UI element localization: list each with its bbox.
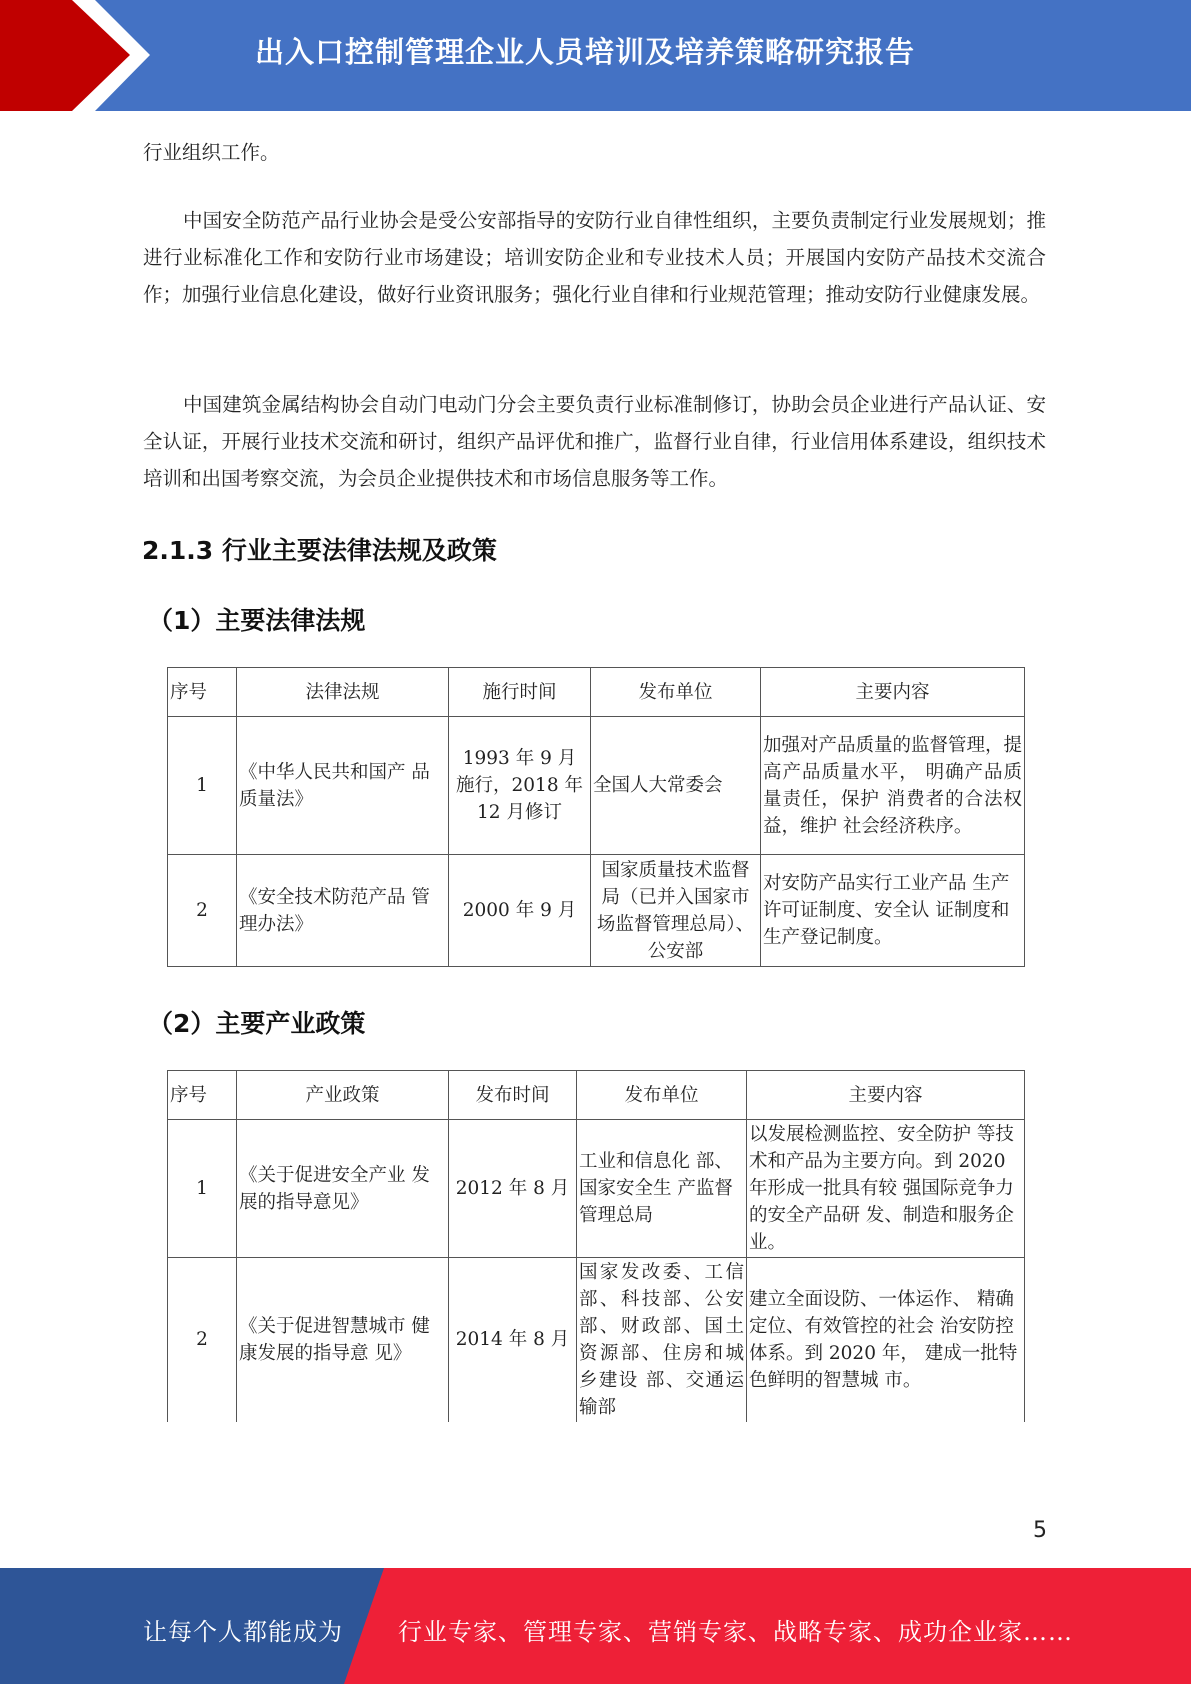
row-number: 2 bbox=[168, 855, 237, 967]
page-number: 5 bbox=[1033, 1518, 1047, 1543]
policy-name: 《关于促进安全产业 发展的指导意见》 bbox=[237, 1120, 449, 1258]
paragraph-continuation: 行业组织工作。 bbox=[143, 141, 280, 164]
column-header: 发布单位 bbox=[577, 1071, 747, 1120]
effective-time: 1993 年 9 月 施行，2018 年 12 月修订 bbox=[449, 717, 591, 855]
law-name: 《安全技术防范产品 管理办法》 bbox=[237, 855, 449, 967]
effective-time: 2000 年 9 月 bbox=[449, 855, 591, 967]
column-header: 发布单位 bbox=[591, 668, 761, 717]
main-content: 建立全面设防、一体运作、 精确定位、有效管控的社会 治安防控体系。到 2020 年， 建成一批特色鲜明的智慧城 市。 bbox=[747, 1258, 1025, 1422]
header-title: 出入口控制管理企业人员培训及培养策略研究报告 bbox=[255, 35, 916, 69]
column-header: 序号 bbox=[168, 668, 237, 717]
column-header: 产业政策 bbox=[237, 1071, 449, 1120]
page-header bbox=[0, 0, 1191, 111]
law-name: 《中华人民共和国产 品质量法》 bbox=[237, 717, 449, 855]
issuer: 国家质量技术监督局（已并入国家市场监督管理总局）、公安部 bbox=[591, 855, 761, 967]
table-row bbox=[168, 1258, 1025, 1422]
laws-heading: （1）主要法律法规 bbox=[148, 606, 366, 635]
header-chevron-icon bbox=[0, 0, 160, 111]
table-row bbox=[168, 717, 1025, 855]
policies-heading: （2）主要产业政策 bbox=[148, 1009, 366, 1038]
publish-time: 2012 年 8 月 bbox=[449, 1120, 577, 1258]
row-number: 1 bbox=[168, 717, 237, 855]
column-header: 主要内容 bbox=[747, 1071, 1025, 1120]
laws-table bbox=[167, 667, 1025, 967]
table-header-row bbox=[168, 1071, 1025, 1120]
footer-slogan-right: 行业专家、管理专家、营销专家、战略专家、成功企业家…… bbox=[398, 1618, 1073, 1646]
row-number: 1 bbox=[168, 1120, 237, 1258]
column-header: 发布时间 bbox=[449, 1071, 577, 1120]
column-header: 施行时间 bbox=[449, 668, 591, 717]
column-header: 序号 bbox=[168, 1071, 237, 1120]
main-content: 以发展检测监控、安全防护 等技术和产品为主要方向。到 2020 年形成一批具有较 强国际竞争力的安全产品研 发、制造和服务企业。 bbox=[747, 1120, 1025, 1258]
main-content: 对安防产品实行工业产品 生产许可证制度、安全认 证制度和生产登记制度。 bbox=[761, 855, 1025, 967]
policies-table bbox=[167, 1070, 1025, 1422]
paragraph-door-association: 中国建筑金属结构协会自动门电动门分会主要负责行业标准制修订，协助会员企业进行产品认证、安全认证，开展行业技术交流和研讨，组织产品评优和推广，监督行业自律，行业信用体系建设，组织技术培训和出国考察交流，为会员企业提供技术和市场信息服务等工作。 bbox=[143, 393, 1046, 490]
column-header: 法律法规 bbox=[237, 668, 449, 717]
issuer: 国家发改委、工信部、科技部、公安部、财政部、国土资源部、住房和城乡建设 部、交通运输部 bbox=[577, 1258, 747, 1422]
column-header: 主要内容 bbox=[761, 668, 1025, 717]
row-number: 2 bbox=[168, 1258, 237, 1422]
policy-name: 《关于促进智慧城市 健康发展的指导意 见》 bbox=[237, 1258, 449, 1422]
footer-slogan-left: 让每个人都能成为 bbox=[143, 1618, 343, 1646]
publish-time: 2014 年 8 月 bbox=[449, 1258, 577, 1422]
section-heading: 2.1.3 行业主要法律法规及政策 bbox=[142, 536, 497, 565]
issuer: 工业和信息化 部、国家安全生 产监督管理总局 bbox=[577, 1120, 747, 1258]
issuer: 全国人大常委会 bbox=[591, 717, 761, 855]
main-content: 加强对产品质量的监督管理，提高产品质量水平， 明确产品质量责任，保护 消费者的合法权益，维护 社会经济秩序。 bbox=[761, 717, 1025, 855]
table-row bbox=[168, 855, 1025, 967]
table-row bbox=[168, 1120, 1025, 1258]
table-header-row bbox=[168, 668, 1025, 717]
paragraph-security-association: 中国安全防范产品行业协会是受公安部指导的安防行业自律性组织，主要负责制定行业发展规划；推进行业标准化工作和安防行业市场建设；培训安防企业和专业技术人员；开展国内安防产品技术交流合作；加强行业信息化建设，做好行业资讯服务；强化行业自律和行业规范管理；推动安防行业健康发展。 bbox=[143, 209, 1046, 306]
